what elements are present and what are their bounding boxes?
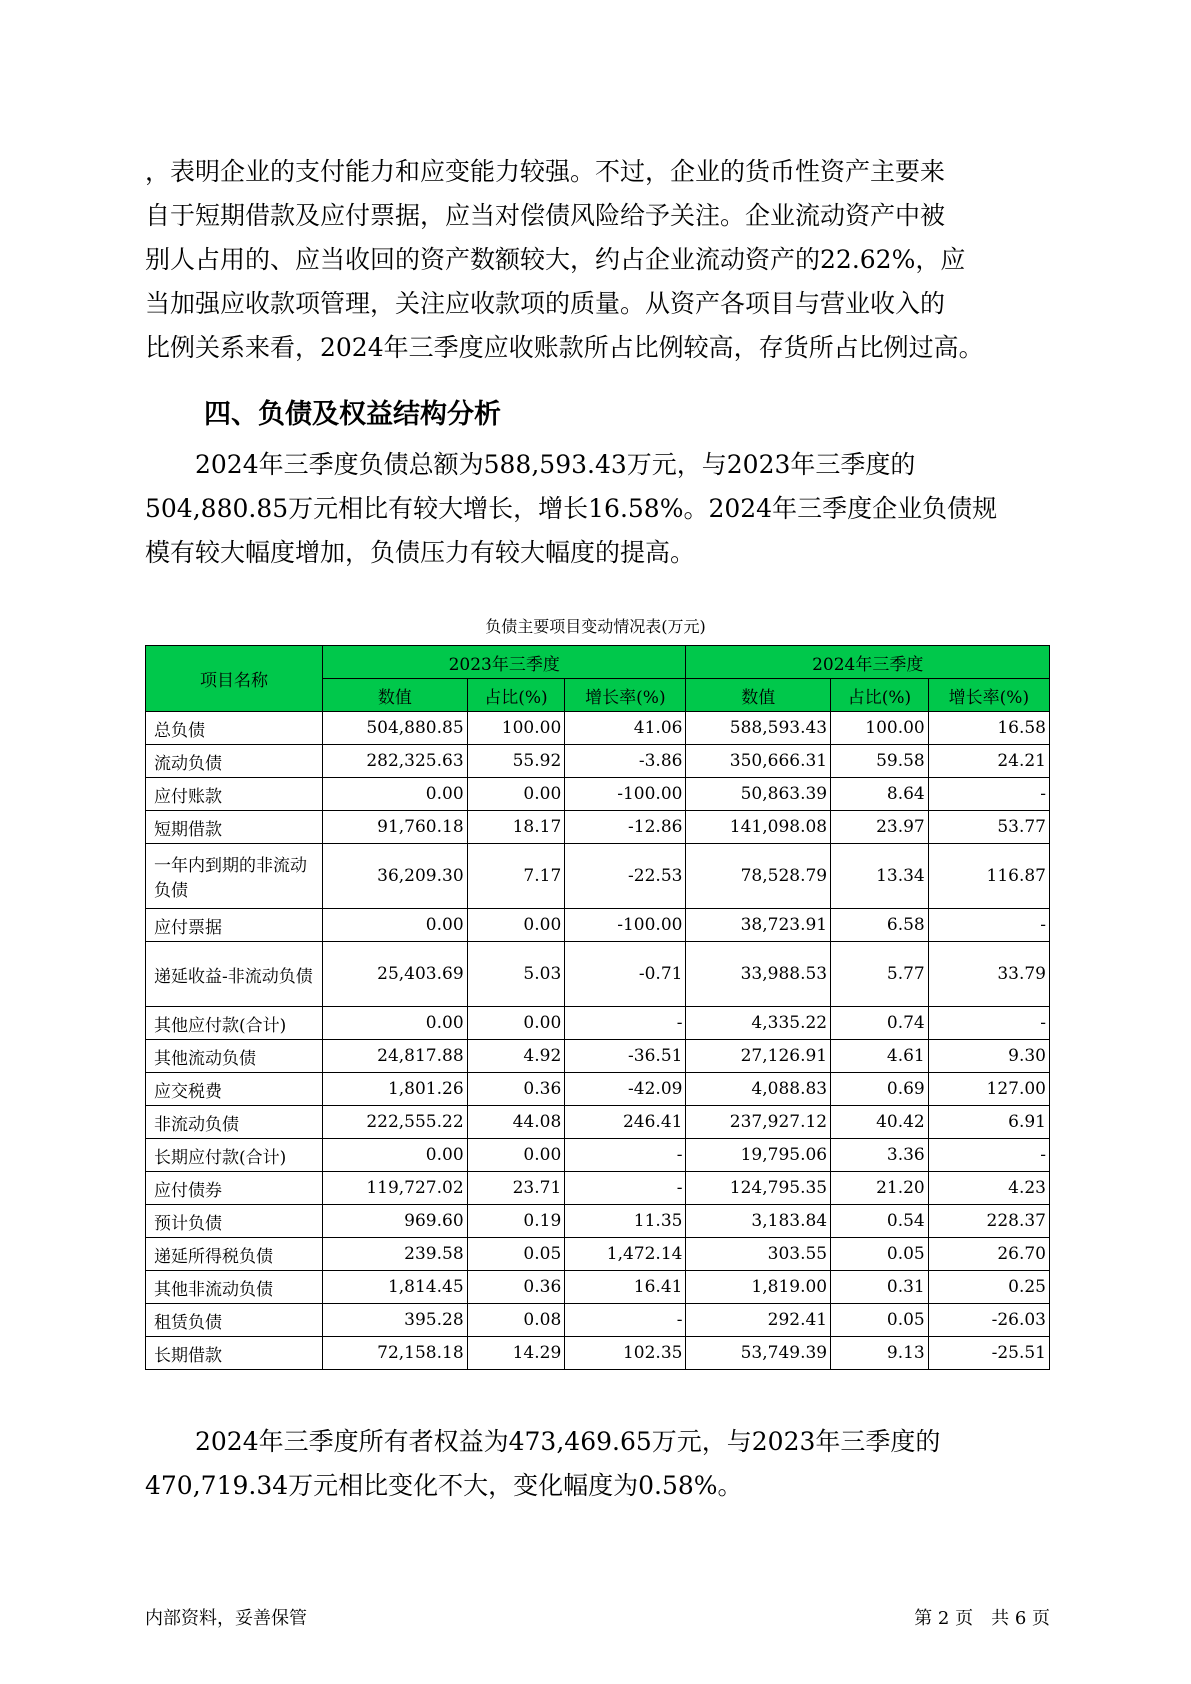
row-cell: 100.00 [467,712,565,745]
row-cell: - [565,1304,686,1337]
row-cell: 8.64 [831,778,929,811]
row-cell: -36.51 [565,1040,686,1073]
row-cell: 0.05 [467,1238,565,1271]
row-cell: 78,528.79 [686,844,831,909]
subheader-value-2023: 数值 [323,679,468,712]
row-cell: 127.00 [928,1073,1049,1106]
row-cell: 53.77 [928,811,1049,844]
row-cell: 141,098.08 [686,811,831,844]
table-row [146,745,1050,778]
page-number: 第 2 页 共 6 页 [914,1608,1050,1629]
row-name: 一年内到期的非流动负债 [146,844,323,909]
row-cell: 0.54 [831,1205,929,1238]
row-name: 长期借款 [146,1337,323,1370]
table-row [146,844,1050,909]
row-cell: - [565,1172,686,1205]
row-name: 应付债券 [146,1172,323,1205]
row-cell: 0.25 [928,1271,1049,1304]
row-name: 租赁负债 [146,1304,323,1337]
header-period-2024: 2024年三季度 [686,646,1050,679]
row-cell: 239.58 [323,1238,468,1271]
row-cell: 27,126.91 [686,1040,831,1073]
row-cell: 4.23 [928,1172,1049,1205]
row-cell: 72,158.18 [323,1337,468,1370]
row-cell: 228.37 [928,1205,1049,1238]
table-row [146,909,1050,942]
row-cell: 1,814.45 [323,1271,468,1304]
row-cell: 41.06 [565,712,686,745]
row-name: 总负债 [146,712,323,745]
row-cell: 11.35 [565,1205,686,1238]
row-cell: 0.00 [323,1139,468,1172]
row-cell: - [928,909,1049,942]
row-name: 预计负债 [146,1205,323,1238]
section-heading: 四、负债及权益结构分析 [204,399,501,430]
row-cell: 504,880.85 [323,712,468,745]
row-cell: 4,088.83 [686,1073,831,1106]
table-row [146,1073,1050,1106]
table-row [146,1106,1050,1139]
row-name: 递延收益-非流动负债 [146,942,323,1007]
row-cell: 246.41 [565,1106,686,1139]
row-cell: -22.53 [565,844,686,909]
row-cell: - [928,1007,1049,1040]
row-cell: 53,749.39 [686,1337,831,1370]
row-cell: 350,666.31 [686,745,831,778]
row-name: 递延所得税负债 [146,1238,323,1271]
row-name: 短期借款 [146,811,323,844]
row-cell: 969.60 [323,1205,468,1238]
subheader-share-2023: 占比(%) [467,679,565,712]
table-row [146,942,1050,1007]
row-cell: 303.55 [686,1238,831,1271]
subheader-share-2024: 占比(%) [831,679,929,712]
row-cell: 3,183.84 [686,1205,831,1238]
row-cell: 292.41 [686,1304,831,1337]
row-cell: 0.74 [831,1007,929,1040]
row-cell: 0.00 [467,909,565,942]
row-cell: - [928,1139,1049,1172]
row-cell: 19,795.06 [686,1139,831,1172]
row-cell: 55.92 [467,745,565,778]
row-cell: 0.00 [323,1007,468,1040]
row-cell: 0.00 [467,1007,565,1040]
row-name: 长期应付款(合计) [146,1139,323,1172]
row-name: 应交税费 [146,1073,323,1106]
row-cell: 36,209.30 [323,844,468,909]
row-cell: - [928,778,1049,811]
header-item-name: 项目名称 [146,646,323,712]
row-cell: 0.00 [323,778,468,811]
row-cell: 119,727.02 [323,1172,468,1205]
row-cell: 9.30 [928,1040,1049,1073]
row-cell: 16.41 [565,1271,686,1304]
table-row [146,1205,1050,1238]
table-row [146,1271,1050,1304]
table-row [146,811,1050,844]
row-cell: 4.61 [831,1040,929,1073]
row-cell: 222,555.22 [323,1106,468,1139]
table-body [146,712,1050,1370]
subheader-growth-2024: 增长率(%) [928,679,1049,712]
row-cell: 91,760.18 [323,811,468,844]
row-cell: 40.42 [831,1106,929,1139]
row-cell: 3.36 [831,1139,929,1172]
table-row [146,1304,1050,1337]
row-name: 其他非流动负债 [146,1271,323,1304]
row-cell: 18.17 [467,811,565,844]
table-caption: 负债主要项目变动情况表(万元) [485,617,706,636]
row-cell: 0.19 [467,1205,565,1238]
subheader-growth-2023: 增长率(%) [565,679,686,712]
row-name: 流动负债 [146,745,323,778]
table-row [146,1337,1050,1370]
row-cell: 0.36 [467,1073,565,1106]
row-cell: 124,795.35 [686,1172,831,1205]
row-cell: - [565,1139,686,1172]
row-cell: 0.00 [467,1139,565,1172]
row-cell: 1,801.26 [323,1073,468,1106]
row-cell: 588,593.43 [686,712,831,745]
row-cell: 0.36 [467,1271,565,1304]
row-cell: -100.00 [565,778,686,811]
row-name: 应付账款 [146,778,323,811]
row-cell: 16.58 [928,712,1049,745]
row-cell: -3.86 [565,745,686,778]
table-row [146,1238,1050,1271]
row-cell: 13.34 [831,844,929,909]
row-cell: 7.17 [467,844,565,909]
row-cell: 59.58 [831,745,929,778]
row-cell: 116.87 [928,844,1049,909]
footer-note: 内部资料，妥善保管 [145,1608,307,1629]
row-cell: 4.92 [467,1040,565,1073]
row-name: 应付票据 [146,909,323,942]
row-cell: 0.00 [467,778,565,811]
row-name: 非流动负债 [146,1106,323,1139]
row-name: 其他流动负债 [146,1040,323,1073]
row-cell: 23.97 [831,811,929,844]
row-cell: 24,817.88 [323,1040,468,1073]
row-cell: 14.29 [467,1337,565,1370]
row-cell: 26.70 [928,1238,1049,1271]
paragraph-equity: 2024年三季度所有者权益为473,469.65万元，与2023年三季度的 470,719.34万元相比变化不大，变化幅度为0.58%。 [145,1427,941,1500]
row-cell: -0.71 [565,942,686,1007]
row-cell: 0.08 [467,1304,565,1337]
row-cell: 6.58 [831,909,929,942]
row-cell: 33,988.53 [686,942,831,1007]
row-cell: -26.03 [928,1304,1049,1337]
row-cell: 44.08 [467,1106,565,1139]
row-cell: 25,403.69 [323,942,468,1007]
table-row [146,1172,1050,1205]
table-row [146,1139,1050,1172]
table-row [146,778,1050,811]
row-cell: 23.71 [467,1172,565,1205]
row-cell: - [565,1007,686,1040]
subheader-value-2024: 数值 [686,679,831,712]
row-cell: -42.09 [565,1073,686,1106]
row-cell: 0.05 [831,1238,929,1271]
table-row [146,1040,1050,1073]
row-cell: 1,472.14 [565,1238,686,1271]
row-cell: 5.03 [467,942,565,1007]
paragraph-liabilities: 2024年三季度负债总额为588,593.43万元，与2023年三季度的 504,880.85万元相比有较大增长，增长16.58%。2024年三季度企业负债规 模有较大幅度增加，负债压力有较大幅度的提高。 [145,450,998,567]
row-cell: 4,335.22 [686,1007,831,1040]
paragraph-intro: ，表明企业的支付能力和应变能力较强。不过，企业的货币性资产主要来 自于短期借款及应付票据，应当对偿债风险给予关注。企业流动资产中被 别人占用的、应当收回的资产数额较大，约占企业流动资产的22.62%，应 当加强应收款项管理，关注应收款项的质量。从资产各项目与营业收入的 比例关系来看，2024年三季度应收账款所占比例较高，存货所占比例过高。 [145,157,984,362]
row-cell: 237,927.12 [686,1106,831,1139]
row-cell: 100.00 [831,712,929,745]
row-cell: 38,723.91 [686,909,831,942]
row-cell: 395.28 [323,1304,468,1337]
row-cell: 1,819.00 [686,1271,831,1304]
row-cell: 0.00 [323,909,468,942]
row-cell: 9.13 [831,1337,929,1370]
row-cell: 282,325.63 [323,745,468,778]
row-cell: 21.20 [831,1172,929,1205]
table-row [146,1007,1050,1040]
row-cell: 0.69 [831,1073,929,1106]
row-cell: 5.77 [831,942,929,1007]
row-cell: 33.79 [928,942,1049,1007]
row-name: 其他应付款(合计) [146,1007,323,1040]
row-cell: 102.35 [565,1337,686,1370]
row-cell: 6.91 [928,1106,1049,1139]
row-cell: 0.05 [831,1304,929,1337]
row-cell: 0.31 [831,1271,929,1304]
row-cell: 50,863.39 [686,778,831,811]
row-cell: -100.00 [565,909,686,942]
row-cell: 24.21 [928,745,1049,778]
row-cell: -12.86 [565,811,686,844]
row-cell: -25.51 [928,1337,1049,1370]
liabilities-table [145,645,1050,1370]
table-row [146,712,1050,745]
header-period-2023: 2023年三季度 [323,646,686,679]
